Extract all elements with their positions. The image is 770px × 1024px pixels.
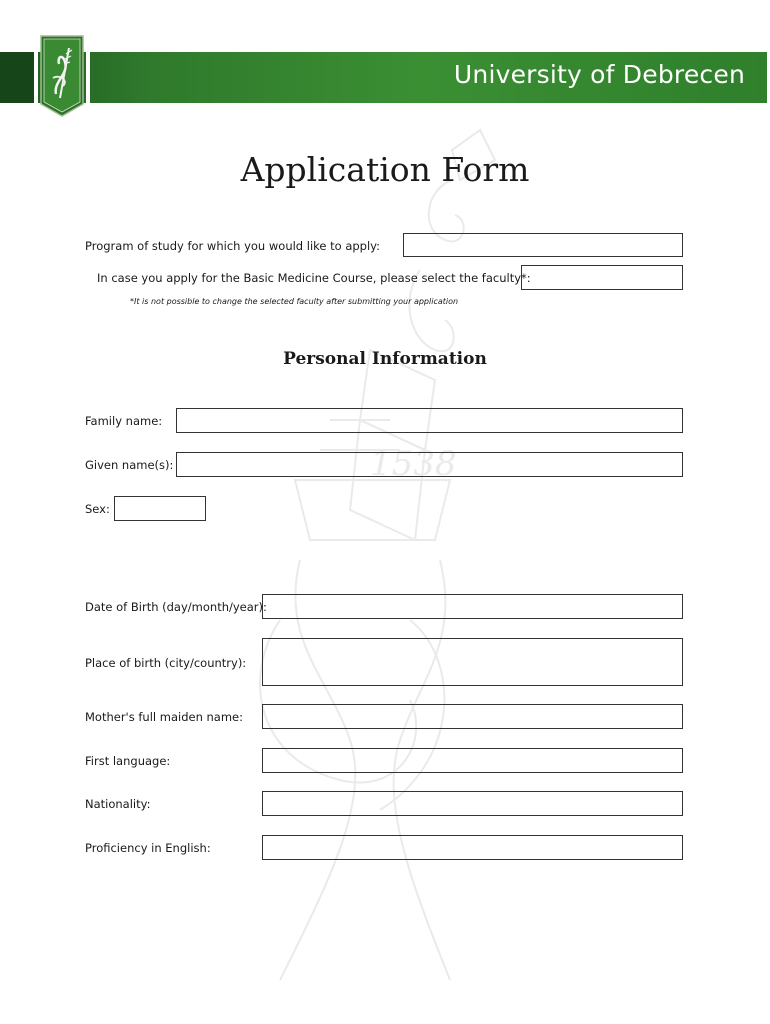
mothers-maiden-name-input[interactable] xyxy=(262,704,683,729)
faculty-note: *It is not possible to change the selected faculty after submitting your application xyxy=(130,297,459,306)
mothers-maiden-name-label: Mother's full maiden name: xyxy=(85,710,244,724)
watermark-year: 1538 xyxy=(370,444,457,484)
program-label: Program of study for which you would like to apply: xyxy=(85,239,381,253)
family-name-label: Family name: xyxy=(85,414,163,428)
sex-label: Sex: xyxy=(85,502,110,516)
faculty-select[interactable] xyxy=(521,265,683,290)
nationality-label: Nationality: xyxy=(85,797,151,811)
first-language-input[interactable] xyxy=(262,748,683,773)
given-names-input[interactable] xyxy=(176,452,683,477)
form-title: Application Form xyxy=(240,150,530,189)
date-of-birth-input[interactable] xyxy=(262,594,683,619)
header-accent-block xyxy=(0,52,34,103)
place-of-birth-input[interactable] xyxy=(262,638,683,686)
place-of-birth-label: Place of birth (city/country): xyxy=(85,656,247,670)
faculty-label: In case you apply for the Basic Medicine Course, please select the faculty*: xyxy=(97,271,531,285)
family-name-input[interactable] xyxy=(176,408,683,433)
program-input[interactable] xyxy=(403,233,683,257)
university-crest-logo xyxy=(39,34,85,118)
header-divider xyxy=(86,52,90,103)
header-divider xyxy=(34,52,38,103)
given-names-label: Given name(s): xyxy=(85,458,174,472)
english-proficiency-input[interactable] xyxy=(262,835,683,860)
english-proficiency-label: Proficiency in English: xyxy=(85,841,211,855)
personal-information-heading: Personal Information xyxy=(283,349,487,369)
first-language-label: First language: xyxy=(85,754,171,768)
date-of-birth-label: Date of Birth (day/month/year): xyxy=(85,600,267,614)
university-name: University of Debrecen xyxy=(453,60,745,89)
nationality-input[interactable] xyxy=(262,791,683,816)
sex-input[interactable] xyxy=(114,496,206,521)
